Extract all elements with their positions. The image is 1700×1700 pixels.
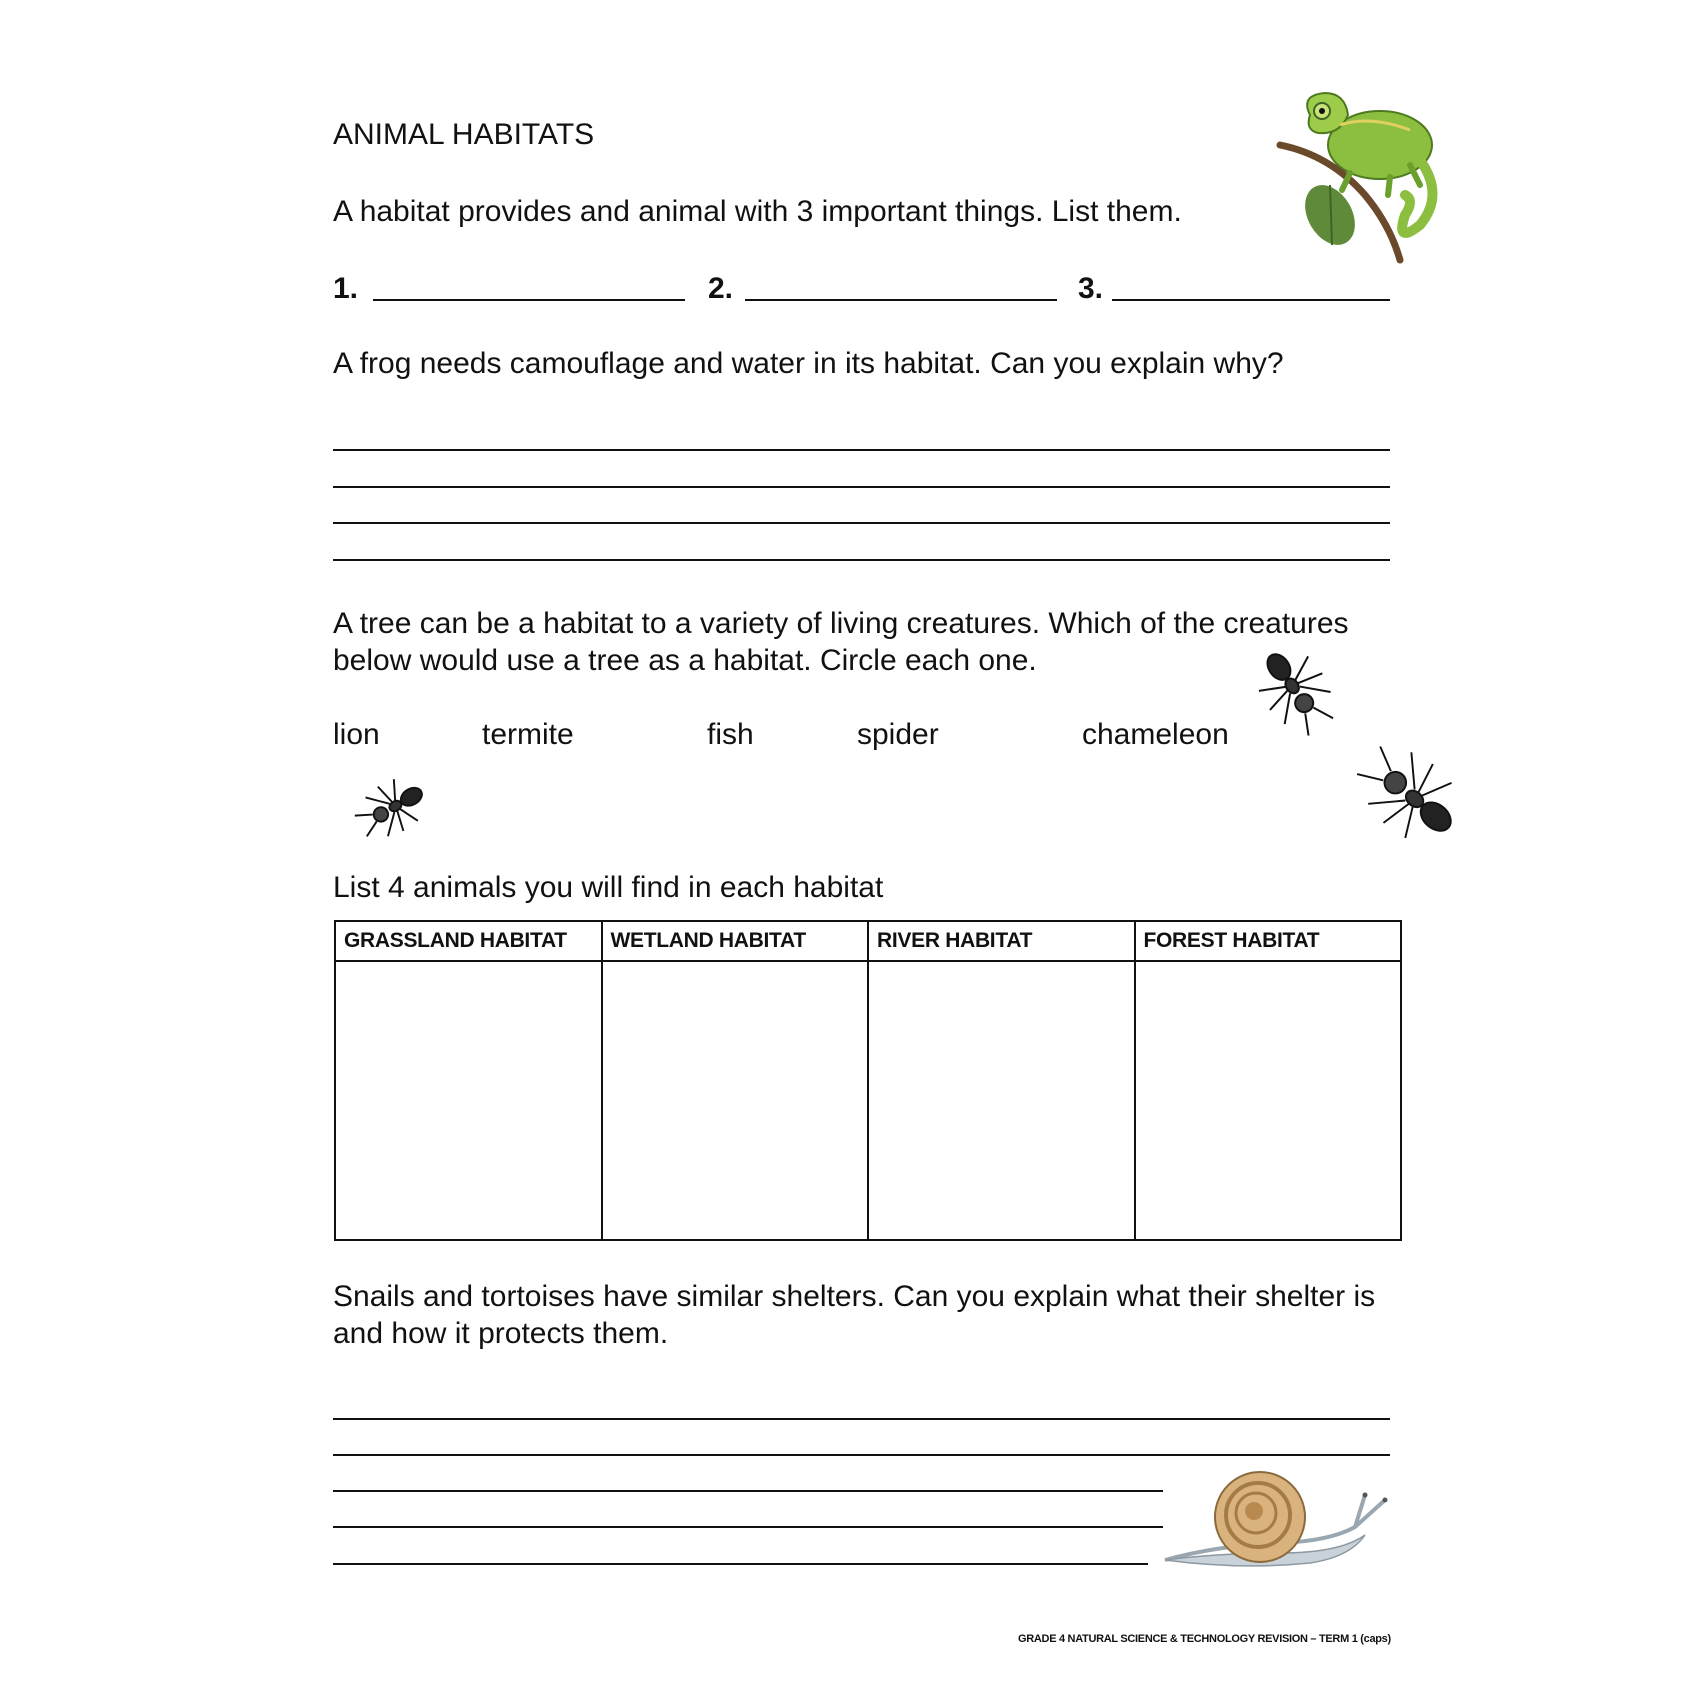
answer-line[interactable] <box>333 1418 1390 1420</box>
answer-line[interactable] <box>333 522 1390 524</box>
forest-answer-cell[interactable] <box>1135 961 1402 1240</box>
question-5-line-1: Snails and tortoises have similar shelters. Can you explain what their shelter is <box>333 1280 1376 1313</box>
page-title: ANIMAL HABITATS <box>333 118 595 151</box>
header-forest: FOREST HABITAT <box>1135 921 1402 961</box>
table-header-row <box>335 921 1401 961</box>
choice-chameleon[interactable]: chameleon <box>1082 718 1229 751</box>
table-row <box>335 961 1401 1240</box>
answer-line[interactable] <box>333 1563 1148 1565</box>
ant-icon <box>1245 640 1345 740</box>
answer-line[interactable] <box>333 1454 1390 1456</box>
answer-2-number: 2. <box>708 272 734 305</box>
question-1-text: A habitat provides and animal with 3 important things. List them. <box>333 195 1182 228</box>
header-river: RIVER HABITAT <box>868 921 1135 961</box>
wetland-answer-cell[interactable] <box>602 961 869 1240</box>
answer-1-blank[interactable] <box>373 299 685 301</box>
river-answer-cell[interactable] <box>868 961 1135 1240</box>
question-2-text: A frog needs camouflage and water in its habitat. Can you explain why? <box>333 347 1284 380</box>
question-4-text: List 4 animals you will find in each habitat <box>333 871 884 904</box>
header-grassland: GRASSLAND HABITAT <box>335 921 602 961</box>
answer-2-blank[interactable] <box>745 299 1057 301</box>
choice-termite[interactable]: termite <box>482 718 574 751</box>
question-3-line-1: A tree can be a habitat to a variety of living creatures. Which of the creatures <box>333 607 1349 640</box>
habitat-table <box>334 920 1402 1241</box>
answer-line[interactable] <box>333 559 1390 561</box>
choice-fish[interactable]: fish <box>707 718 754 751</box>
chameleon-illustration <box>1270 85 1450 270</box>
choice-lion[interactable]: lion <box>333 718 380 751</box>
footer-text: GRADE 4 NATURAL SCIENCE & TECHNOLOGY REVISION – TERM 1 (caps) <box>1018 1633 1391 1645</box>
snail-illustration <box>1160 1465 1400 1580</box>
answer-line[interactable] <box>333 1490 1163 1492</box>
question-3-line-2: below would use a tree as a habitat. Circle each one. <box>333 644 1037 677</box>
answer-3-number: 3. <box>1078 272 1104 305</box>
ant-icon <box>1350 735 1470 855</box>
answer-line[interactable] <box>333 1526 1163 1528</box>
choice-spider[interactable]: spider <box>857 718 939 751</box>
answer-3-blank[interactable] <box>1112 299 1390 301</box>
header-wetland: WETLAND HABITAT <box>602 921 869 961</box>
answer-line[interactable] <box>333 486 1390 488</box>
answer-1-number: 1. <box>333 272 359 305</box>
ant-icon <box>352 768 432 848</box>
grassland-answer-cell[interactable] <box>335 961 602 1240</box>
answer-line[interactable] <box>333 449 1390 451</box>
question-5-line-2: and how it protects them. <box>333 1317 669 1350</box>
